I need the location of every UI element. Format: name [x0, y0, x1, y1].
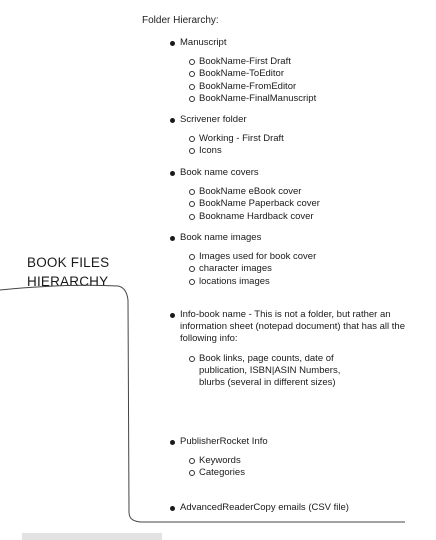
bullet-icon: [170, 506, 175, 511]
list-item: [189, 455, 420, 467]
subfolder-list: [170, 56, 420, 105]
folder-row: [170, 309, 408, 346]
list-item-label: BookName-FromEditor: [199, 80, 297, 92]
list-item: [189, 93, 420, 105]
circle-bullet-icon: [189, 254, 195, 260]
folder-label: AdvancedReaderCopy emails (CSV file): [180, 502, 349, 513]
folder-row: [170, 232, 420, 244]
list-item: [189, 251, 420, 263]
list-item: [189, 81, 420, 93]
list-item-label: BookName Paperback cover: [199, 198, 320, 210]
side-title-line-1: BOOK FILES: [27, 255, 110, 270]
info-sheet: [170, 309, 408, 389]
folder-scrivener: [170, 114, 420, 158]
list-item: [189, 276, 420, 288]
circle-bullet-icon: [189, 59, 195, 65]
list-item-label: BookName-FinalManuscript: [199, 92, 317, 104]
folder-manuscript: [170, 37, 420, 105]
subfolder-list: [170, 251, 420, 288]
bullet-icon: [170, 118, 175, 123]
circle-bullet-icon: [189, 266, 195, 272]
list-item: [189, 133, 420, 145]
circle-bullet-icon: [189, 458, 195, 464]
list-item: [189, 68, 420, 80]
folder-publisherrocket: [170, 436, 420, 480]
folder-arc-emails: [170, 502, 420, 514]
list-item-label: Images used for book cover: [199, 251, 317, 263]
list-item-label: Icons: [199, 145, 222, 157]
list-item-label: BookName-ToEditor: [199, 68, 285, 80]
list-item-label: Working - First Draft: [199, 133, 284, 145]
list-item: [189, 198, 420, 210]
list-item: [189, 186, 420, 198]
folder-row: [170, 114, 420, 126]
bullet-icon: [170, 236, 175, 241]
list-item-label: Book links, page counts, date of publication, ISBN|ASIN Numbers, blurbs (several in different sizes): [199, 352, 341, 389]
list-item-label: BookName eBook cover: [199, 186, 302, 198]
circle-bullet-icon: [189, 189, 195, 195]
list-item: [189, 263, 420, 275]
list-item: [189, 56, 420, 68]
circle-bullet-icon: [189, 279, 195, 285]
circle-bullet-icon: [189, 148, 195, 154]
circle-bullet-icon: [189, 214, 195, 220]
subfolder-list: [170, 133, 420, 157]
circle-bullet-icon: [189, 84, 195, 90]
bottom-scrollbar[interactable]: [22, 533, 162, 540]
subfolder-list: [170, 455, 420, 479]
side-title-line-2: HIERARCHY: [27, 274, 109, 289]
page-heading: Folder Hierarchy:: [142, 15, 219, 26]
circle-bullet-icon: [189, 136, 195, 142]
list-item-label: BookName-First Draft: [199, 56, 291, 68]
folder-label: Scrivener folder: [180, 114, 247, 125]
folder-row: [170, 436, 420, 448]
folder-book-covers: [170, 167, 420, 223]
list-item: [189, 467, 420, 479]
folder-book-images: [170, 232, 420, 288]
circle-bullet-icon: [189, 201, 195, 207]
folder-row: [170, 167, 420, 179]
circle-bullet-icon: [189, 96, 195, 102]
folder-label: PublisherRocket Info: [180, 436, 268, 447]
list-item: [189, 353, 346, 390]
subfolder-list: [170, 186, 420, 223]
list-item: [189, 145, 420, 157]
list-item-label: Categories: [199, 467, 245, 479]
folder-row: [170, 502, 420, 514]
folder-label: Book name images: [180, 232, 262, 243]
bullet-icon: [170, 313, 175, 318]
folder-label: Info-book name - This is not a folder, but rather an information sheet (notepad document) that has all the following info:: [180, 309, 405, 345]
circle-bullet-icon: [189, 356, 195, 362]
list-item-label: locations images: [199, 275, 270, 287]
folder-row: [170, 37, 420, 49]
bullet-icon: [170, 440, 175, 445]
circle-bullet-icon: [189, 470, 195, 476]
circle-bullet-icon: [189, 71, 195, 77]
folder-label: Manuscript: [180, 37, 227, 48]
list-item-label: character images: [199, 263, 272, 275]
bullet-icon: [170, 171, 175, 176]
folder-label: Book name covers: [180, 167, 259, 178]
bullet-icon: [170, 41, 175, 46]
list-item-label: Bookname Hardback cover: [199, 210, 314, 222]
list-item: [189, 211, 420, 223]
list-item-label: Keywords: [199, 455, 241, 467]
subfolder-list: [170, 353, 408, 390]
